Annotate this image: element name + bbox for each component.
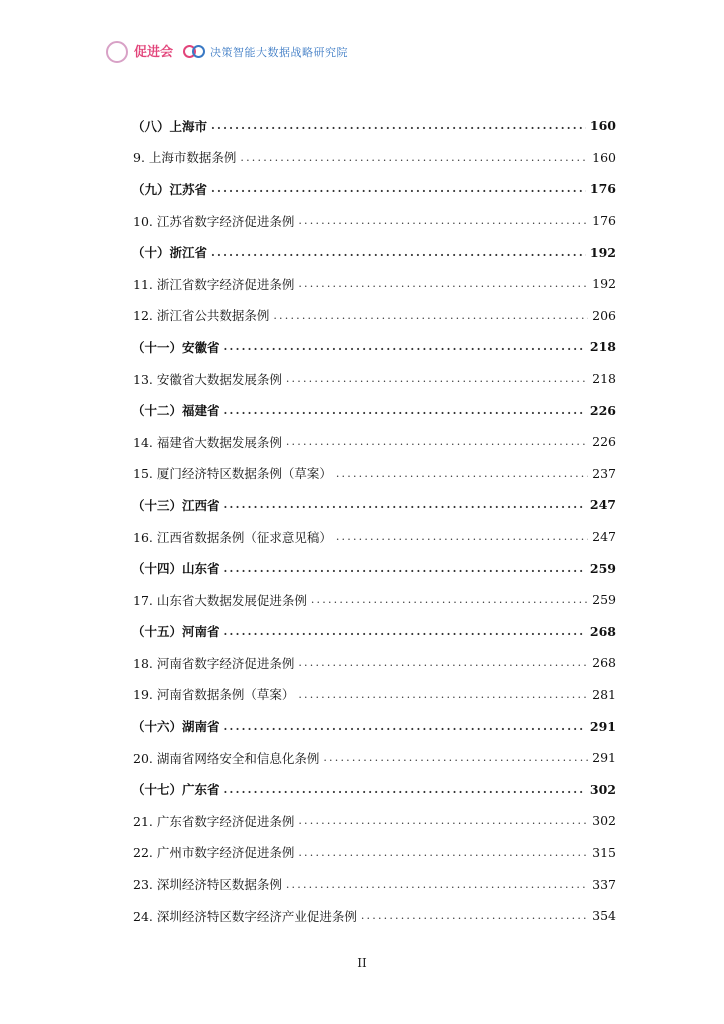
- toc-leader-dots: [298, 846, 588, 859]
- toc-item-entry[interactable]: [132, 205, 616, 237]
- toc-item-entry[interactable]: [132, 268, 616, 300]
- toc-leader-dots: [224, 720, 586, 733]
- toc-entry-page: 268: [592, 655, 616, 671]
- toc-entry-page: 192: [589, 244, 616, 260]
- toc-entry-title: 12. 浙江省公共数据条例: [133, 308, 270, 324]
- toc-leader-dots: [211, 182, 586, 195]
- toc-entry-title: 14. 福建省大数据发展条例: [133, 434, 282, 450]
- toc-entry-page: 192: [592, 276, 616, 292]
- toc-entry-page: 176: [592, 213, 616, 229]
- toc-entry-title: （十一）安徽省: [132, 339, 220, 355]
- toc-leader-dots: [273, 309, 588, 322]
- toc-entry-page: 291: [589, 718, 616, 734]
- toc-entry-page: 354: [592, 908, 616, 924]
- toc-entry-page: 237: [592, 465, 616, 481]
- toc-entry-page: 176: [589, 181, 616, 197]
- toc-item-entry[interactable]: [132, 426, 616, 458]
- toc-entry-title: 9. 上海市数据条例: [133, 150, 237, 166]
- toc-entry-title: （十二）福建省: [132, 403, 220, 419]
- toc-entry-title: 13. 安徽省大数据发展条例: [133, 371, 282, 387]
- toc-entry-title: 19. 河南省数据条例（草案）: [133, 687, 295, 703]
- toc-leader-dots: [224, 562, 586, 575]
- toc-entry-title: （十三）江西省: [132, 497, 220, 513]
- toc-leader-dots: [298, 214, 588, 227]
- institute-name: 决策智能大数据战略研究院: [210, 45, 349, 59]
- toc-entry-page: 291: [592, 750, 616, 766]
- toc-leader-dots: [286, 878, 588, 891]
- toc-entry-title: 11. 浙江省数字经济促进条例: [133, 276, 295, 292]
- toc-entry-page: 337: [592, 876, 616, 892]
- toc-entry-title: 20. 湖南省网络安全和信息化条例: [133, 750, 320, 766]
- toc-entry-title: （八）上海市: [132, 118, 208, 134]
- toc-entry-page: 268: [589, 623, 616, 639]
- toc-entry-page: 247: [592, 529, 616, 545]
- toc-section-entry[interactable]: [132, 331, 616, 363]
- toc-entry-title: （十四）山东省: [132, 561, 220, 577]
- toc-leader-dots: [361, 909, 588, 922]
- toc-leader-dots: [224, 404, 586, 417]
- toc-leader-dots: [323, 751, 588, 764]
- toc-item-entry[interactable]: [132, 647, 616, 679]
- seal-icon: [106, 41, 128, 63]
- toc-entry-title: 18. 河南省数字经济促进条例: [133, 655, 295, 671]
- toc-entry-page: 218: [592, 371, 616, 387]
- toc-leader-dots: [298, 688, 588, 701]
- toc-leader-dots: [336, 530, 588, 543]
- toc-section-entry[interactable]: [132, 394, 616, 426]
- toc-entry-page: 160: [592, 149, 616, 165]
- toc-leader-dots: [298, 656, 588, 669]
- toc-section-entry[interactable]: [132, 552, 616, 584]
- toc-entry-page: 302: [592, 813, 616, 829]
- toc-entry-title: 17. 山东省大数据发展促进条例: [133, 592, 307, 608]
- toc-leader-dots: [211, 246, 586, 259]
- toc-entry-title: 15. 厦门经济特区数据条例（草案）: [133, 466, 332, 482]
- logo1-text: 促进会: [134, 44, 174, 60]
- page-number: II: [357, 956, 367, 970]
- toc-leader-dots: [224, 625, 586, 638]
- page-header: [106, 38, 348, 66]
- toc-entry-title: 23. 深圳经济特区数据条例: [133, 877, 282, 893]
- toc-entry-page: 218: [589, 339, 616, 355]
- toc-leader-dots: [311, 593, 588, 606]
- toc-entry-page: 226: [589, 402, 616, 418]
- toc-leader-dots: [224, 498, 586, 511]
- toc-item-entry[interactable]: [132, 458, 616, 490]
- table-of-contents: [132, 110, 616, 931]
- toc-entry-title: 22. 广州市数字经济促进条例: [133, 845, 295, 861]
- toc-item-entry[interactable]: [132, 584, 616, 616]
- toc-item-entry[interactable]: [132, 300, 616, 332]
- toc-section-entry[interactable]: [132, 236, 616, 268]
- toc-item-entry[interactable]: [132, 142, 616, 174]
- toc-section-entry[interactable]: [132, 773, 616, 805]
- promotion-association-logo: [106, 41, 173, 63]
- toc-leader-dots: [298, 814, 588, 827]
- toc-entry-title: 24. 深圳经济特区数字经济产业促进条例: [133, 908, 357, 924]
- toc-entry-page: 281: [592, 686, 616, 702]
- toc-leader-dots: [224, 783, 586, 796]
- toc-leader-dots: [211, 119, 586, 132]
- toc-leader-dots: [336, 467, 588, 480]
- toc-leader-dots: [240, 151, 588, 164]
- toc-item-entry[interactable]: [132, 363, 616, 395]
- toc-leader-dots: [298, 277, 588, 290]
- toc-leader-dots: [224, 340, 586, 353]
- toc-entry-title: （十六）湖南省: [132, 719, 220, 735]
- toc-entry-title: （十五）河南省: [132, 624, 220, 640]
- toc-item-entry[interactable]: [132, 742, 616, 774]
- toc-item-entry[interactable]: [132, 837, 616, 869]
- toc-leader-dots: [286, 372, 588, 385]
- toc-item-entry[interactable]: [132, 805, 616, 837]
- toc-entry-title: （十七）广东省: [132, 782, 220, 798]
- toc-entry-title: （九）江苏省: [132, 181, 208, 197]
- toc-entry-page: 247: [589, 497, 616, 513]
- rings-icon: [183, 45, 207, 59]
- toc-entry-title: 21. 广东省数字经济促进条例: [133, 813, 295, 829]
- toc-section-entry[interactable]: [132, 710, 616, 742]
- toc-entry-title: 16. 江西省数据条例（征求意见稿）: [133, 529, 332, 545]
- toc-entry-page: 259: [589, 560, 616, 576]
- toc-section-entry[interactable]: [132, 173, 616, 205]
- toc-entry-page: 206: [592, 307, 616, 323]
- toc-entry-page: 226: [592, 434, 616, 450]
- toc-entry-page: 302: [589, 781, 616, 797]
- toc-entry-title: 10. 江苏省数字经济促进条例: [133, 213, 295, 229]
- toc-section-entry[interactable]: [132, 110, 616, 142]
- toc-item-entry[interactable]: [132, 521, 616, 553]
- toc-entry-page: 315: [592, 844, 616, 860]
- toc-entry-page: 160: [589, 118, 616, 134]
- institute-logo: [183, 45, 348, 59]
- toc-leader-dots: [286, 435, 588, 448]
- toc-section-entry[interactable]: [132, 489, 616, 521]
- toc-item-entry[interactable]: [132, 679, 616, 711]
- toc-item-entry[interactable]: [132, 868, 616, 900]
- toc-section-entry[interactable]: [132, 616, 616, 648]
- toc-entry-page: 259: [592, 592, 616, 608]
- toc-entry-title: （十）浙江省: [132, 245, 208, 261]
- toc-item-entry[interactable]: [132, 900, 616, 932]
